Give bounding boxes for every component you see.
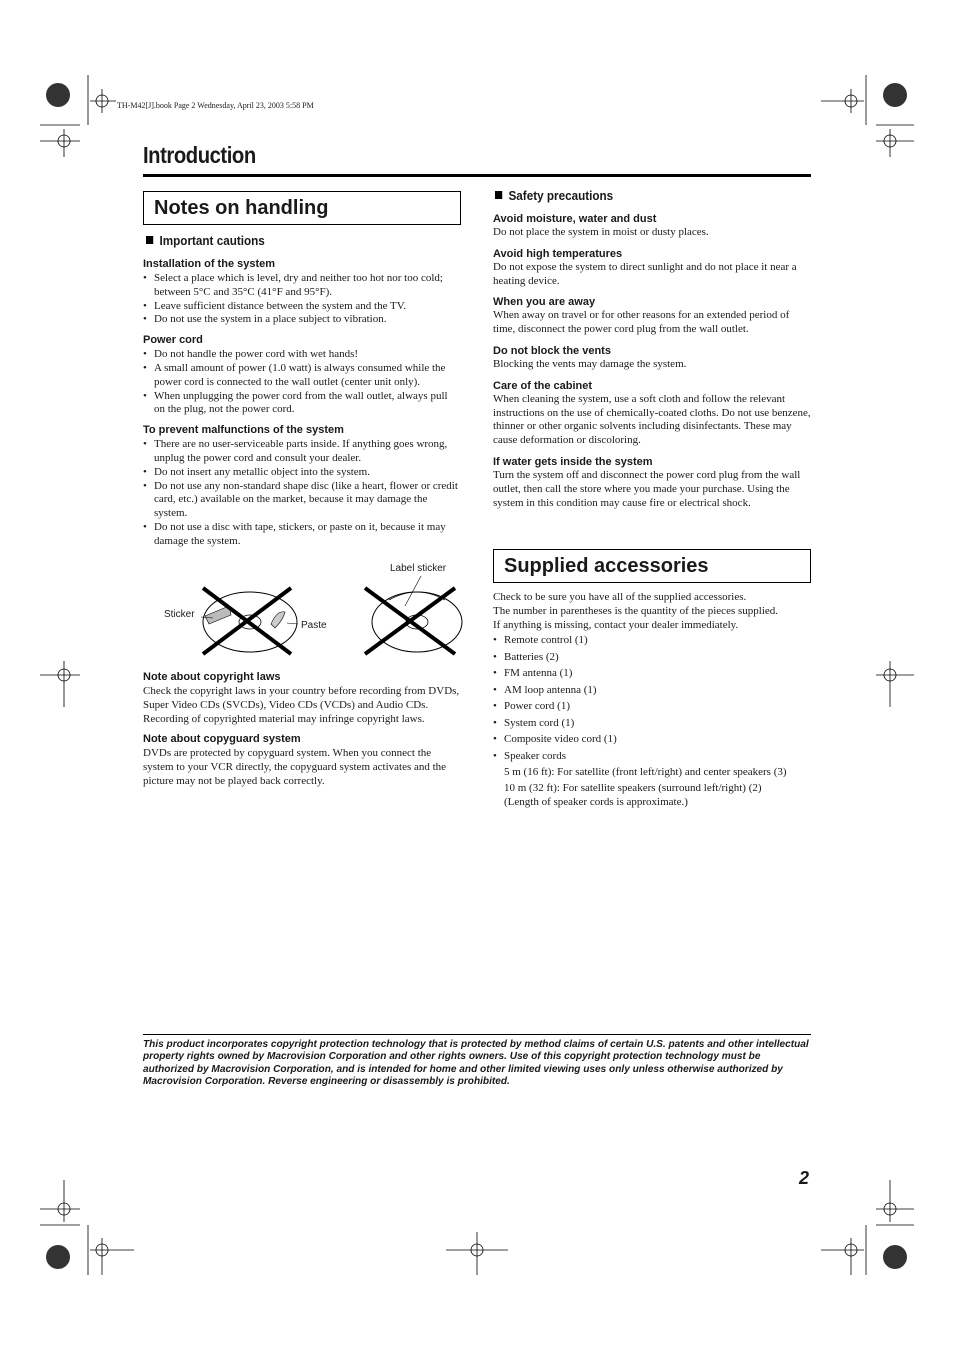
list-item: • Remote control (1) [493, 634, 813, 648]
label-sticker-caption: Label sticker [390, 563, 447, 574]
square-bullet-icon [495, 191, 502, 199]
list-item: • System cord (1) [493, 717, 813, 731]
page-title: Introduction [143, 142, 256, 168]
list-item: • AM loop antenna (1) [493, 684, 813, 698]
list-item: • Select a place which is level, dry and neither too hot nor too cold; between 5°C and 35°C (41°F and 95°F). [143, 272, 461, 300]
malfunctions-title: To prevent malfunctions of the system [143, 424, 344, 437]
power-cord-list [143, 348, 461, 417]
moisture-title: Avoid moisture, water and dust [493, 213, 657, 225]
list-item: • Do not handle the power cord with wet hands! [143, 348, 461, 362]
copyright-text: Check the copyright laws in your country before recording from DVDs, Super Video CDs (SVCDs), Video CDs (VCDs) and Audio CDs. Recording of copyrighted material may infringe copyright laws. [143, 685, 460, 725]
important-cautions-heading: Important cautions [146, 233, 265, 248]
speaker-cord-detail: 5 m (16 ft): For satellite (front left/right) and center speakers (3) [504, 766, 787, 779]
safety-precautions-heading: Safety precautions [495, 188, 613, 203]
cabinet-text: When cleaning the system, use a soft cloth and follow the relevant instructions on the use of chemically-coated cloths. Do not use benzene, thinner or other organic solvents including disinfectants. These may cause deformation or discoloring. [493, 392, 811, 447]
sticker-caption: Sticker [164, 609, 195, 620]
copyguard-text: DVDs are protected by copyguard system. When you connect the system to your VCR directly, the copyguard system activates and the picture may not be played back correctly. [143, 747, 447, 787]
list-item: • Batteries (2) [493, 651, 813, 665]
notes-on-handling-heading: Notes on handling [143, 191, 461, 225]
power-cord-title: Power cord [143, 334, 203, 347]
footer-rule [143, 1034, 811, 1035]
copyguard-title: Note about copyguard system [143, 733, 301, 746]
title-rule [143, 174, 811, 177]
list-item: • FM antenna (1) [493, 667, 813, 681]
list-item: • Leave sufficient distance between the system and the TV. [143, 300, 461, 314]
installation-title: Installation of the system [143, 258, 276, 270]
list-item: • Do not use a disc with tape, stickers, or paste on it, because it may damage the system. [143, 521, 461, 549]
moisture-text: Do not place the system in moist or dusty places. [493, 226, 709, 238]
list-item: • Do not use any non-standard shape disc (like a heart, flower or credit card, etc.) available on the market, because it may damage the system. [143, 480, 461, 521]
installation-list [143, 272, 461, 327]
macrovision-notice: This product incorporates copyright protection technology that is protected by method claims of certain U.S. patents and other intellectual property rights owned by Macrovision Corporation and other rights owners. Use of this copyright protection technology must be authorized by Macrovision Corporation, and is intended for home and other limited viewing uses only unless otherwise authorized by Macrovision Corporation. Reverse engineering or disassembly is prohibited. [143, 1039, 809, 1088]
list-item: • Speaker cords [493, 750, 813, 764]
page-number: 2 [799, 1168, 810, 1188]
list-item: • There are no user-serviceable parts inside. If anything goes wrong, unplug the power cord and consult your dealer. [143, 438, 461, 466]
paste-caption: Paste [301, 620, 327, 631]
list-item: • Power cord (1) [493, 700, 813, 714]
left-column-body [143, 258, 461, 549]
temperature-text: Do not expose the system to direct sunlight and do not place it near a heating device. [493, 260, 797, 287]
speaker-cord-note: (Length of speaker cords is approximate.) [504, 795, 688, 808]
away-text: When away on travel or for other reasons for an extended period of time, disconnect the power cord plug from the wall outlet. [493, 309, 790, 336]
list-item: • Do not use the system in a place subject to vibration. [143, 313, 461, 327]
safety-precautions-body [493, 213, 811, 510]
supplied-accessories-heading: Supplied accessories [493, 549, 811, 583]
disc-with-label-sticker [365, 576, 462, 654]
speaker-cord-detail: 10 m (32 ft): For satellite speakers (surround left/right) (2) [504, 782, 762, 795]
vents-title: Do not block the vents [493, 344, 611, 357]
accessories-intro-2: The number in parentheses is the quantity of the pieces supplied. [493, 604, 779, 617]
accessories-intro-3: If anything is missing, contact your dealer immediately. [493, 618, 739, 631]
water-title: If water gets inside the system [493, 455, 653, 468]
accessories-list [493, 634, 813, 763]
malfunctions-list [143, 438, 461, 548]
list-item: • When unplugging the power cord from the wall outlet, always pull on the plug, not the power cord. [143, 390, 461, 418]
list-item: • Do not insert any metallic object into the system. [143, 466, 461, 480]
accessories-intro-1: Check to be sure you have all of the supplied accessories. [493, 591, 747, 603]
copyright-notes [143, 671, 461, 789]
cabinet-title: Care of the cabinet [493, 379, 593, 392]
square-bullet-icon [146, 236, 153, 244]
list-item: • Composite video cord (1) [493, 733, 813, 747]
list-item: • A small amount of power (1.0 watt) is always consumed while the power cord is connected to the wall outlet (center unit only). [143, 362, 461, 390]
away-title: When you are away [493, 296, 596, 309]
disc-with-sticker [201, 588, 298, 654]
water-text: Turn the system off and disconnect the power cord plug from the wall outlet, then call the store where you made your purchase. Using the system in this condition may cause fire or electrical shock. [493, 468, 801, 509]
temperature-title: Avoid high temperatures [493, 247, 623, 260]
copyright-title: Note about copyright laws [143, 671, 281, 683]
file-info-line: TH-M42[J].book Page 2 Wednesday, April 23, 2003 5:58 PM [117, 101, 314, 110]
accessories-body [493, 591, 813, 810]
vents-text: Blocking the vents may damage the system. [493, 357, 687, 370]
